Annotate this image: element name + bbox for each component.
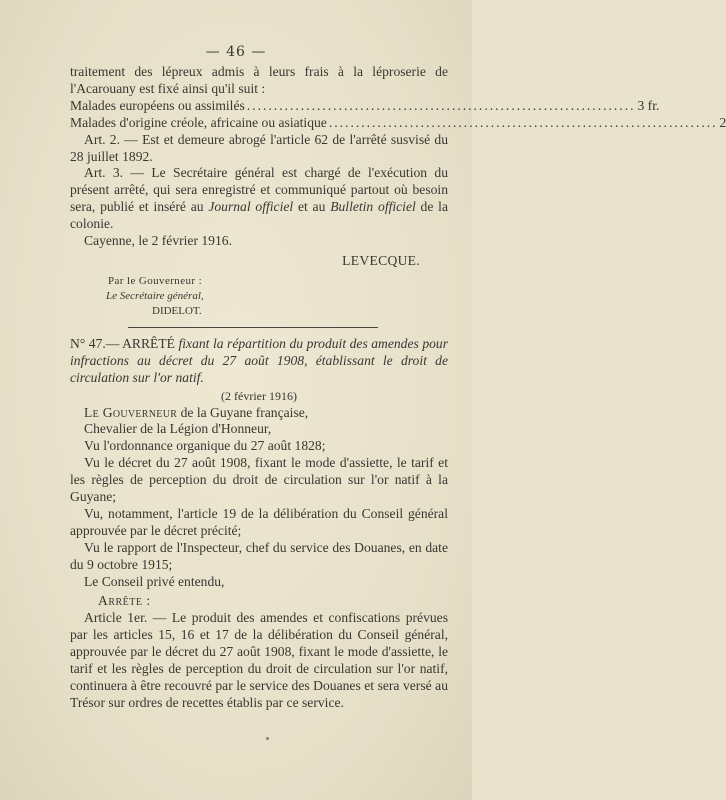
vu-article-19: Vu, notamment, l'article 19 de la délibération du Conseil général approuvée par le décret précité; (70, 505, 448, 538)
arrete-heading: Arrête : (98, 593, 151, 609)
journal-officiel: Journal officiel (208, 199, 294, 215)
bulletin-officiel: Bulletin officiel (330, 199, 416, 215)
rate-row-creoles (70, 114, 726, 132)
rate-label: Malades d'origine créole, africaine ou asiatique (70, 114, 327, 130)
secretaire-name: DIDELOT. (152, 304, 202, 317)
decree-heading (70, 336, 448, 387)
rate-value: 2 (719, 114, 726, 130)
vu-rapport: Vu le rapport de l'Inspecteur, chef du service des Douanes, en date du 9 octobre 1915; (70, 539, 448, 572)
vu-ordonnance: Vu l'ordonnance organique du 27 août 1828; (84, 438, 326, 454)
section-divider (128, 327, 378, 328)
article-1: Article 1er. — Le produit des amendes et confiscations prévues par les articles 15, 16 et 17 de la délibération du Conseil général, approuvée par le décret du 27 août 1908, fixant le mode d'assiette, le tarif et les règles de perception du droit de circulation sur l'or natif, continuera à être recouvré par le service des Douanes et sera versé au Trésor sur ordres de recettes établis par ce service. (70, 610, 448, 710)
dot-leader: ........................................................................ (246, 97, 636, 113)
article-3 (70, 165, 448, 233)
decree-title: fixant la répartition du produit des amendes pour infractions au décret du 27 août 1908, établissant le droit de circulation sur l'or natif. (70, 335, 448, 385)
decree-number: N° 47.— ARRÊTÉ (70, 335, 175, 351)
governor-signature: LEVECQUE. (342, 252, 420, 268)
article-3-text: Art. 3. — Le Secrétaire général est chargé de l'exécution du présent arrêté, qui sera enregistré et communiqué partout où besoin sera, publié et inséré au (70, 165, 448, 215)
vu-decret: Vu le décret du 27 août 1908, fixant le mode d'assiette, le tarif et les règles de perception du droit de circulation sur l'or natif à la Guyane; (70, 455, 448, 505)
governor-line (70, 405, 448, 422)
rate-value: 3 fr. (637, 97, 660, 113)
article-2: Art. 2. — Est et demeure abrogé l'article 62 de l'arrêté susvisé du 28 juillet 1892. (70, 131, 448, 164)
page-body (70, 64, 726, 712)
rate-row-europeans (70, 97, 660, 115)
par-le-gouverneur: Par le Gouverneur : (108, 274, 203, 287)
governor-lead: Le Gouverneur (84, 404, 178, 420)
rate-label: Malades européens ou assimilés (70, 97, 245, 113)
page-number: — 46 — (205, 44, 267, 60)
conseil-prive: Le Conseil privé entendu, (84, 573, 225, 589)
governor-rest: de la Guyane française, (177, 404, 309, 420)
paragraph-intro: traitement des lépreux admis à leurs frais à la léproserie de l'Acarouany est fixé ainsi qu'il suit : (70, 64, 448, 96)
dot-leader: ........................................................................ (328, 114, 718, 130)
secretaire-general-title: Le Secrétaire général, (106, 289, 204, 302)
place-date: Cayenne, le 2 février 1916. (84, 233, 232, 249)
article-3-text: et au (293, 199, 331, 215)
decree-date: (2 février 1916) (221, 388, 297, 403)
article-3-text: de la colonie. (70, 199, 448, 232)
paper-speck (266, 737, 269, 740)
chevalier-line: Chevalier de la Légion d'Honneur, (84, 421, 272, 437)
